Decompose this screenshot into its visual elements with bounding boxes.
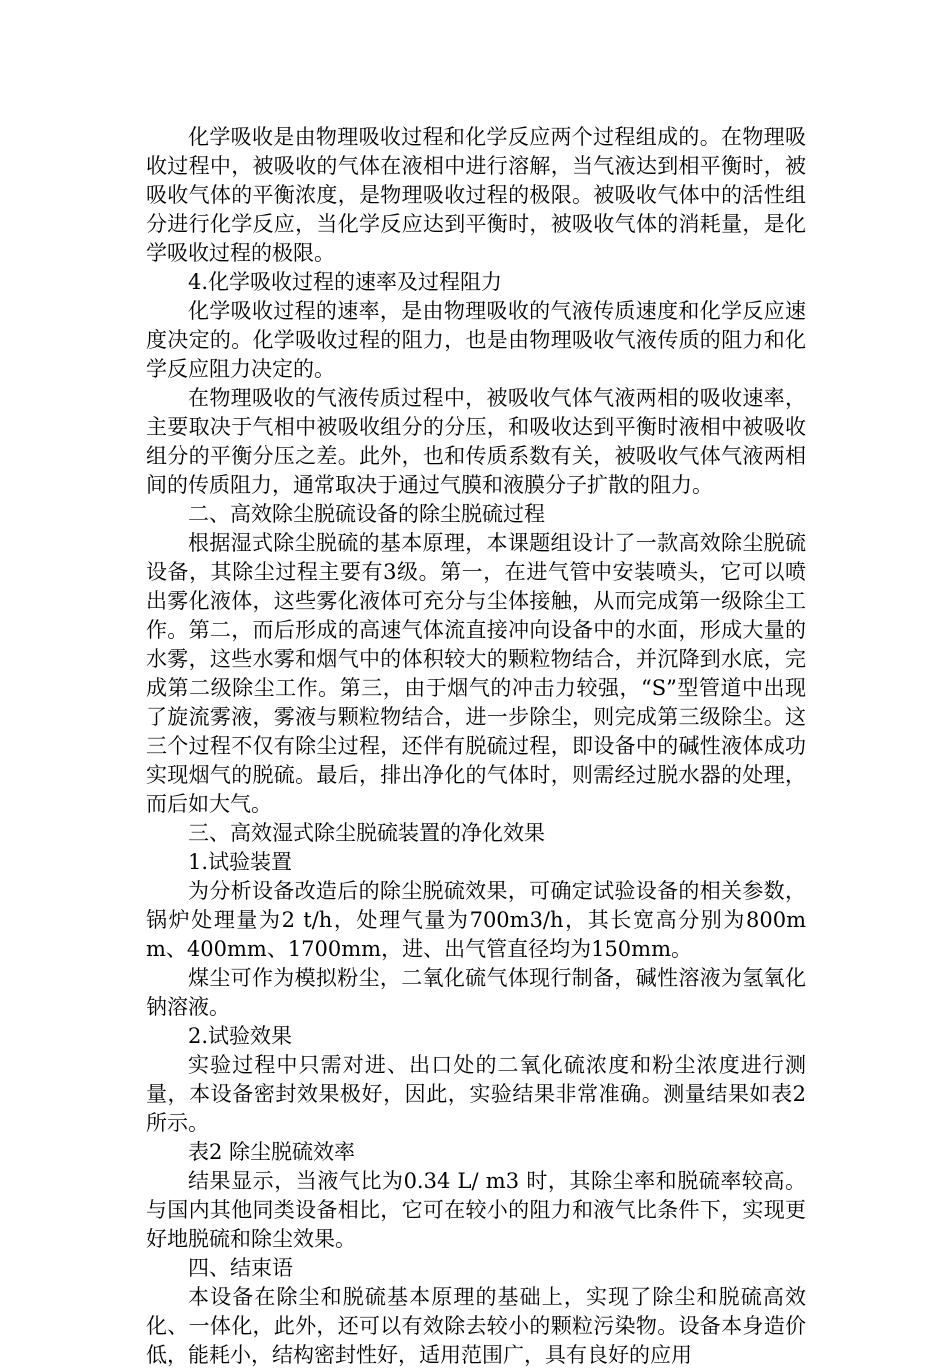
heading-test-effect: 2.试验效果 (188, 1024, 293, 1048)
heading-absorption-rate: 4.化学吸收过程的速率及过程阻力 (188, 270, 503, 294)
paragraph-absorption-rate: 化学吸收过程的速率，是由物理吸收的气液传质速度和化学反应速度决定的。化学吸收过程的阻力，也是由物理吸收气液传质的阻力和化学反应阻力决定的。 (146, 299, 806, 381)
heading-conclusion: 四、结束语 (188, 1256, 293, 1280)
paragraph-simulated-dust: 煤尘可作为模拟粉尘，二氧化硫气体现行制备，碱性溶液为氢氧化钠溶液。 (146, 966, 806, 1019)
paragraph-mass-transfer: 在物理吸收的气液传质过程中，被吸收气体气液两相的吸收速率，主要取决于气相中被吸收组分的分压，和吸收达到平衡时液相中被吸收组分的平衡分压之差。此外，也和传质系数有关，被吸收气体气液两相间的传质阻力，通常取决于通过气膜和液膜分子扩散的阻力。 (146, 386, 806, 497)
paragraph-test-device: 为分析设备改造后的除尘脱硫效果，可确定试验设备的相关参数，锅炉处理量为2 t/h，处理气量为700m3/h，其长宽高分别为800mm、400mm、1700mm，进、出气管直径均为150mm。 (146, 879, 806, 961)
heading-test-device: 1.试验装置 (188, 850, 293, 874)
paragraph-dedusting-process: 根据湿式除尘脱硫的基本原理，本课题组设计了一款高效除尘脱硫设备，其除尘过程主要有3级。第一，在进气管中安装喷头，它可以喷出雾化液体，这些雾化液体可充分与尘体接触，从而完成第一级除尘工作。第二，而后形成的高速气体流直接冲向设备中的水面，形成大量的水雾，这些水雾和烟气中的体积较大的颗粒物结合，并沉降到水底，完成第二级除尘工作。第三，由于烟气的冲击力较强，“S”型管道中出现了旋流雾液，雾液与颗粒物结合，进一步除尘，则完成第三级除尘。这三个过程不仅有除尘过程，还伴有脱硫过程，即设备中的碱性液体成功实现烟气的脱硫。最后，排出净化的气体时，则需经过脱水器的处理，而后如大气。 (146, 531, 806, 816)
document-body (146, 123, 806, 1370)
paragraph-chemical-absorption-intro: 化学吸收是由物理吸收过程和化学反应两个过程组成的。在物理吸收过程中，被吸收的气体在液相中进行溶解，当气液达到相平衡时，被吸收气体的平衡浓度，是物理吸收过程的极限。被吸收气体中的活性组分进行化学反应，当化学反应达到平衡时，被吸收气体的消耗量，是化学吸收过程的极限。 (146, 125, 806, 265)
paragraph-test-effect: 实验过程中只需对进、出口处的二氧化硫浓度和粉尘浓度进行测量，本设备密封效果极好，因此，实验结果非常准确。测量结果如表2所示。 (146, 1053, 806, 1135)
paragraph-results: 结果显示，当液气比为0.34 L/ m3 时，其除尘率和脱硫率较高。与国内其他同类设备相比，它可在较小的阻力和液气比条件下，实现更好地脱硫和除尘效果。 (146, 1169, 806, 1251)
paragraph-conclusion: 本设备在除尘和脱硫基本原理的基础上，实现了除尘和脱硫高效化、一体化，此外，还可以有效除去较小的颗粒污染物。设备本身造价低，能耗小，结构密封性好，适用范围广，具有良好的应用 (146, 1285, 806, 1367)
heading-section-three: 三、高效湿式除尘脱硫装置的净化效果 (188, 821, 545, 845)
table-caption: 表2 除尘脱硫效率 (188, 1140, 356, 1164)
heading-section-two: 二、高效除尘脱硫设备的除尘脱硫过程 (188, 502, 545, 526)
